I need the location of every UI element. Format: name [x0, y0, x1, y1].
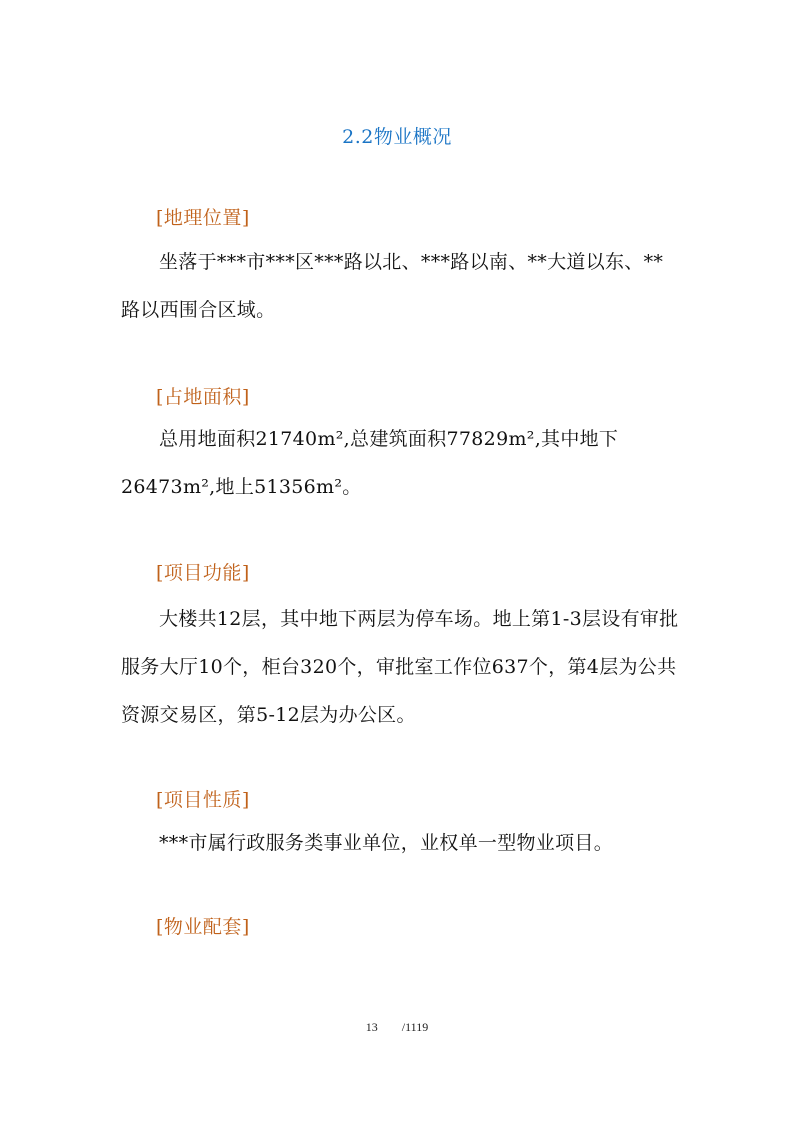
section-text-function: 大楼共12层，其中地下两层为停车场。地上第1-3层设有审批服务大厅10个，柜台320个，审批室工作位637个，第4层为公共资源交易区，第5-12层为办公区。: [121, 608, 679, 726]
section-heading-nature: [项目性质]: [156, 789, 250, 811]
page-number: 13: [365, 1020, 378, 1034]
section-heading-area: [占地面积]: [156, 386, 250, 408]
section-text-nature: ***市属行政服务类事业单位，业权单一型物业项目。: [159, 832, 614, 854]
page-footer: [0, 1020, 794, 1035]
page-title: 2.2物业概况: [342, 126, 452, 148]
section-heading-location: [地理位置]: [156, 207, 250, 229]
page-total: /1119: [401, 1020, 429, 1034]
section-heading-function: [项目功能]: [156, 562, 250, 584]
section-text-area: 总用地面积21740m²,总建筑面积77829m²,其中地下26473m²,地上51356m²。: [121, 428, 619, 498]
section-heading-facilities: [物业配套]: [156, 916, 250, 938]
section-text-location: 坐落于***市***区***路以北、***路以南、**大道以东、**路以西围合区域。: [121, 251, 664, 321]
